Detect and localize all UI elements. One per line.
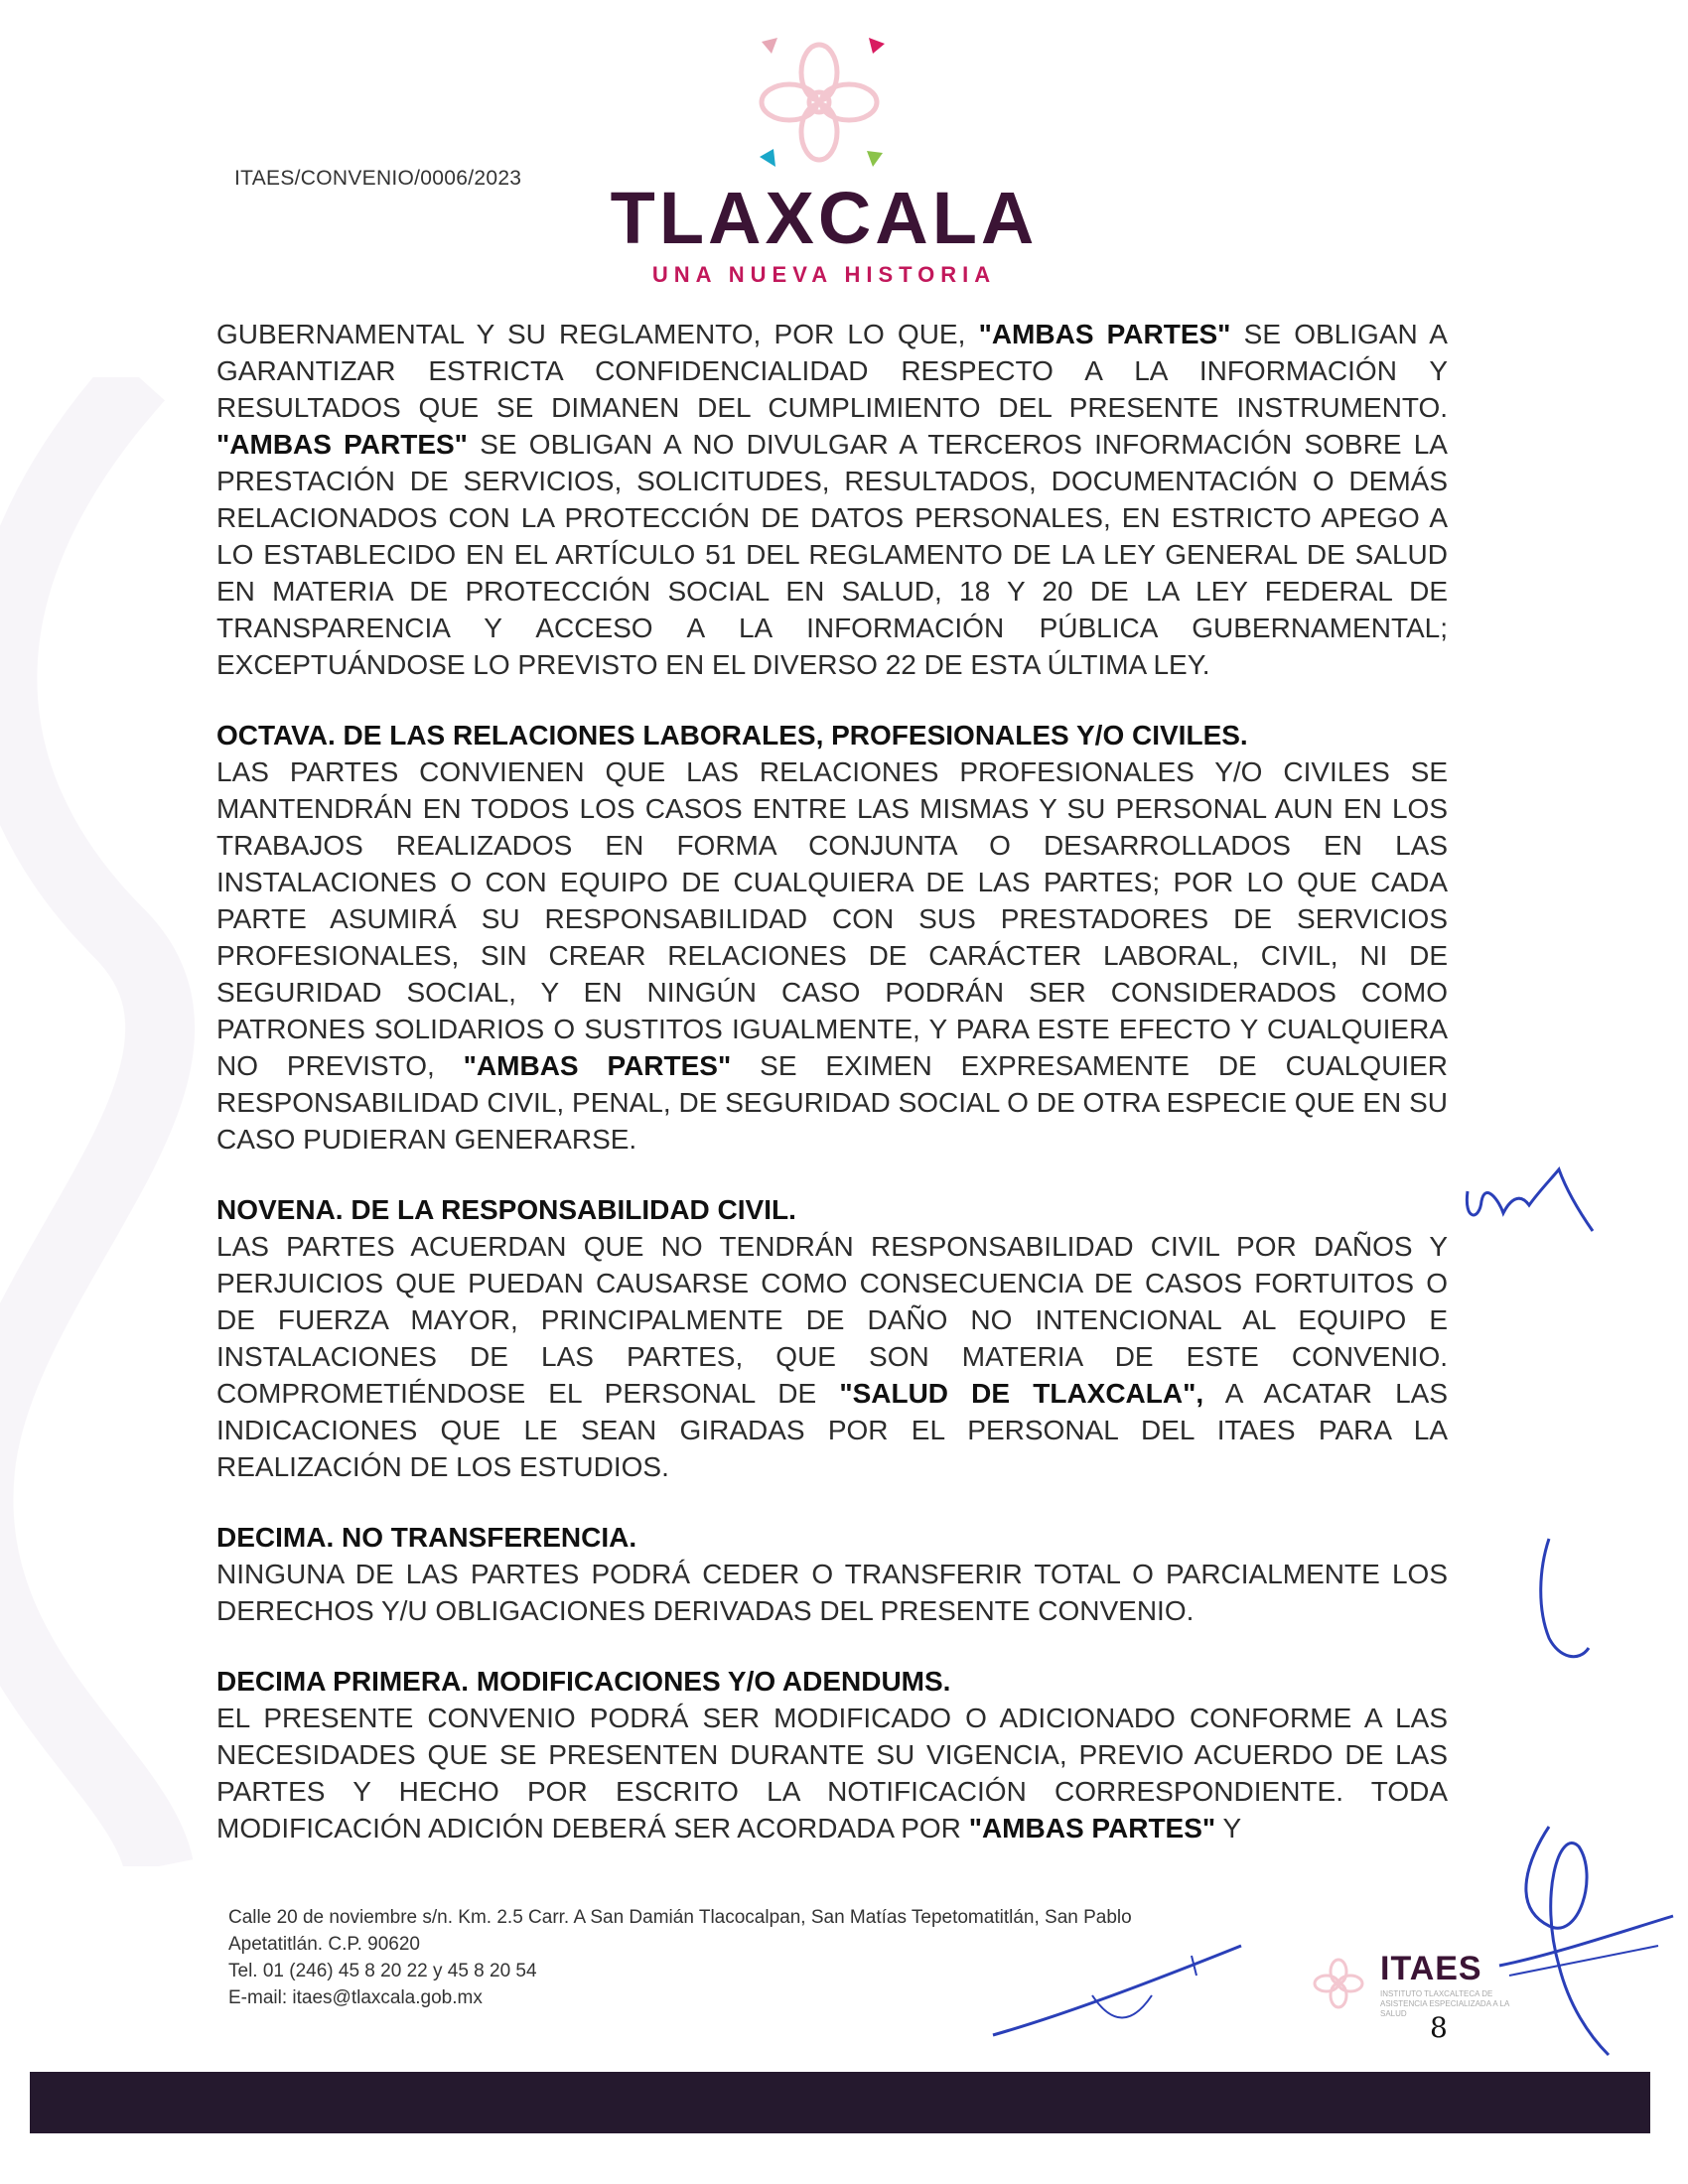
octava-text-2: SE EXIMEN EXPRESAMENTE DE CUALQUIER RESPONSABILIDAD CIVIL, PENAL, DE SEGURIDAD SOCIAL O DE OTRA ESPECIE QUE EN SU CASO PUDIERAN GENERARSE. xyxy=(216,1050,1448,1155)
decima-primera-bold-1: "AMBAS PARTES" xyxy=(968,1813,1216,1843)
novena-paragraph xyxy=(216,1228,1448,1485)
intro-paragraph xyxy=(216,316,1448,683)
octava-bold-1: "AMBAS PARTES" xyxy=(463,1050,732,1081)
footer-bar xyxy=(30,2072,1650,2133)
novena-heading: NOVENA. DE LA RESPONSABILIDAD CIVIL. xyxy=(216,1194,796,1225)
novena-bold-1: "SALUD DE TLAXCALA", xyxy=(839,1378,1204,1409)
decima-paragraph: NINGUNA DE LAS PARTES PODRÁ CEDER O TRANSFERIR TOTAL O PARCIALMENTE LOS DERECHOS Y/U OBLIGACIONES DERIVADAS DEL PRESENTE CONVENIO. xyxy=(216,1559,1448,1626)
intro-text-1: GUBERNAMENTAL Y SU REGLAMENTO, POR LO QUE, xyxy=(216,319,979,349)
signature-initial-3 xyxy=(1489,1817,1678,2075)
background-watermark xyxy=(0,377,199,1866)
intro-bold-2: "AMBAS PARTES" xyxy=(216,429,468,460)
phone-line: Tel. 01 (246) 45 8 20 22 y 45 8 20 54 xyxy=(228,1961,537,1981)
brand-subtitle: UNA NUEVA HISTORIA xyxy=(651,262,997,287)
decima-primera-paragraph xyxy=(216,1700,1448,1846)
itaes-logo-text: ITAES xyxy=(1380,1950,1482,1987)
page-number: 8 xyxy=(1430,2011,1448,2044)
decima-primera-text-2: Y xyxy=(1215,1813,1242,1843)
brand-title: TLAXCALA xyxy=(610,177,1039,259)
itaes-tagline: INSTITUTO TLAXCALTECA DE ASISTENCIA ESPECIALIZADA A LA SALUD xyxy=(1380,1989,1509,2018)
octava-heading: OCTAVA. DE LAS RELACIONES LABORALES, PROFESIONALES Y/O CIVILES. xyxy=(216,720,1248,751)
intro-bold-1: "AMBAS PARTES" xyxy=(978,319,1231,349)
itaes-flower-icon xyxy=(1309,1954,1368,2013)
document-body xyxy=(216,316,1448,1880)
signature-initial-2 xyxy=(1519,1529,1599,1668)
octava-text-1: LAS PARTES CONVIENEN QUE LAS RELACIONES PROFESIONALES Y/O CIVILES SE MANTENDRÁN EN TODOS LOS CASOS ENTRE LAS MISMAS Y SU PERSONAL AUN EN LOS TRABAJOS REALIZADOS EN FORMA CONJUNTA O DESARROLLADOS EN LAS INSTALACIONES O CON EQUIPO DE CUALQUIERA DE LAS PARTES; POR LO QUE CADA PARTE ASUMIRÁ SU RESPONSABILIDAD CON SUS PRESTADORES DE SERVICIOS PROFESIONALES, SIN CREAR RELACIONES DE CARÁCTER LABORAL, CIVIL, NI DE SEGURIDAD SOCIAL, Y EN NINGÚN CASO PODRÁN SER CONSIDERADOS COMO PATRONES SOLIDARIOS O SUSTITOS IGUALMENTE, Y PARA ESTE EFECTO Y CUALQUIERA NO PREVISTO, xyxy=(216,756,1448,1081)
intro-text-2: SE OBLIGAN A GARANTIZAR ESTRICTA CONFIDENCIALIDAD RESPECTO A LA INFORMACIÓN Y RESULTADOS QUE SE DIMANEN DEL CUMPLIMIENTO DEL PRESENTE INSTRUMENTO. xyxy=(216,319,1448,423)
novena-text-1: LAS PARTES ACUERDAN QUE NO TENDRÁN RESPONSABILIDAD CIVIL POR DAÑOS Y PERJUICIOS QUE PUEDAN CAUSARSE COMO CONSECUENCIA DE CASOS FORTUITOS O DE FUERZA MAYOR, PRINCIPALMENTE DE DAÑO NO INTENCIONAL AL EQUIPO E INSTALACIONES DE LAS PARTES, QUE SON MATERIA DE ESTE CONVENIO. COMPROMETIÉNDOSE EL PERSONAL DE xyxy=(216,1231,1448,1409)
decima-primera-heading: DECIMA PRIMERA. MODIFICACIONES Y/O ADENDUMS. xyxy=(216,1666,951,1697)
novena-text-2: A ACATAR LAS INDICACIONES QUE LE SEAN GIRADAS POR EL PERSONAL DEL ITAES PARA LA REALIZACIÓN DE LOS ESTUDIOS. xyxy=(216,1378,1448,1482)
octava-paragraph xyxy=(216,753,1448,1158)
intro-text-3: SE OBLIGAN A NO DIVULGAR A TERCEROS INFORMACIÓN SOBRE LA PRESTACIÓN DE SERVICIOS, SOLICITUDES, RESULTADOS, DOCUMENTACIÓN O DEMÁS RELACIONADOS CON LA PROTECCIÓN DE DATOS PERSONALES, EN ESTRICTO APEGO A LO ESTABLECIDO EN EL ARTÍCULO 51 DEL REGLAMENTO DE LA LEY GENERAL DE SALUD EN MATERIA DE PROTECCIÓN SOCIAL EN SALUD, 18 Y 20 DE LA LEY FEDERAL DE TRANSPARENCIA Y ACCESO A LA INFORMACIÓN PÚBLICA GUBERNAMENTAL; EXCEPTUÁNDOSE LO PREVISTO EN EL DIVERSO 22 DE ESTA ÚLTIMA LEY. xyxy=(216,429,1448,680)
address-line-2: Apetatitlán. C.P. 90620 xyxy=(228,1934,420,1955)
decima-primera-text-1: EL PRESENTE CONVENIO PODRÁ SER MODIFICADO O ADICIONADO CONFORME A LAS NECESIDADES QUE SE PRESENTEN DURANTE SU VIGENCIA, PREVIO ACUERDO DE LAS PARTES Y HECHO POR ESCRITO LA NOTIFICACIÓN CORRESPONDIENTE. TODA MODIFICACIÓN ADICIÓN DEBERÁ SER ACORDADA POR xyxy=(216,1703,1448,1843)
brand-block xyxy=(596,179,1053,288)
document-reference: ITAES/CONVENIO/0006/2023 xyxy=(234,167,522,190)
address-line-1: Calle 20 de noviembre s/n. Km. 2.5 Carr. A San Damián Tlacocalpan, San Matías Tepetomatitlán, San Pablo xyxy=(228,1907,1132,1928)
decima-heading: DECIMA. NO TRANSFERENCIA. xyxy=(216,1522,637,1553)
footer-address xyxy=(228,1904,1132,2011)
email-line: E-mail: itaes@tlaxcala.gob.mx xyxy=(228,1987,483,2008)
tlaxcala-flower-logo-icon xyxy=(740,28,899,177)
signature-initial-1 xyxy=(1460,1161,1599,1241)
